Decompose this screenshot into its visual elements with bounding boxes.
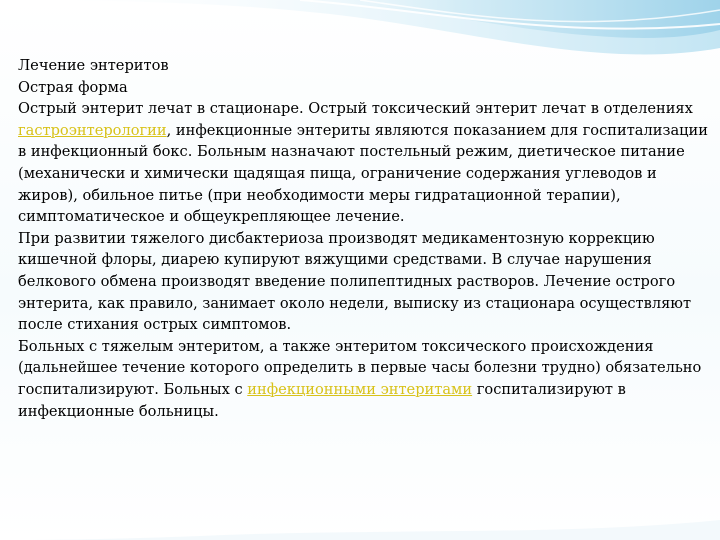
paragraph-dysbacteriosis: При развитии тяжелого дисбактериоза производят медикаментозную коррекцию кишечной флоры, диарею купируют вяжущими средствами. В случае нарушения белкового обмена производят введение полипептидных растворов. Лечение острого энтерита, как правило, занимает около недели, выписку из стационара осуществляют после стихания острых симптомов. [18, 229, 692, 334]
paragraph-text: госпитализируют в инфекционные больницы. [18, 380, 626, 420]
paragraph-hospitalization [18, 336, 708, 422]
link-infectious-enteritis[interactable]: инфекционными энтеритами [247, 380, 473, 398]
paragraph-text: Острый энтерит лечат в стационаре. Острый токсический энтерит лечат в отделениях [18, 100, 693, 118]
slide-subtitle: Острая форма [18, 78, 128, 96]
link-gastroenterology[interactable]: гастроэнтерологии [18, 121, 167, 139]
paragraph-hospital-treatment [18, 98, 708, 228]
paragraph-text: , инфекционные энтериты являются показанием для госпитализации в инфекционный бокс. Больным назначают постельный режим, диетическое питание (механически и химически щадящая пища, ограничение содержания углеводов и жиров), обильное питье (при необходимости меры гидратационной терапии), симптоматическое и общеукрепляющее лечение. [18, 121, 708, 226]
paragraph-text: Больных с тяжелым энтеритом, а также энтеритом токсического происхождения (дальнейшее течение которого определить в первые часы болезни трудно) обязательно госпитализируют. Больных с [18, 337, 702, 398]
slide-content [18, 55, 708, 422]
slide-title: Лечение энтеритов [18, 57, 169, 74]
